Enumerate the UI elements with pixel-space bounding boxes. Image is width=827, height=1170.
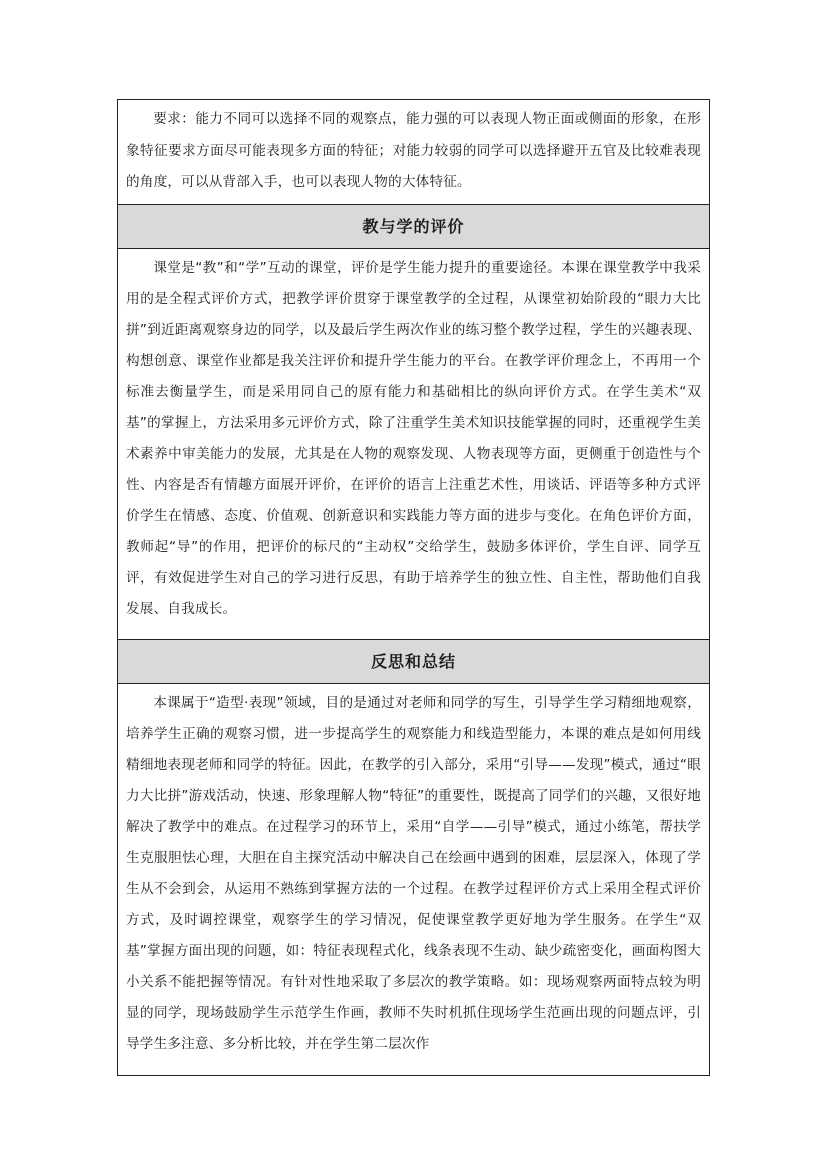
requirement-cell bbox=[118, 100, 710, 205]
evaluation-paragraph: 课堂是“教”和“学”互动的课堂，评价是学生能力提升的重要途径。本课在课堂教学中我采用的是全程式评价方式，把教学评价贯穿于课堂教学的全过程，从课堂初始阶段的“眼力大比拼”到近距离观察身边的同学，以及最后学生两次作业的练习整个教学过程，学生的兴趣表现、构想创意、课堂作业都是我关注评价和提升学生能力的平台。在教学评价理念上，不再用一个标准去衡量学生，而是采用同自己的原有能力和基础相比的纵向评价方式。在学生美术“双基”的掌握上，方法采用多元评价方式，除了注重学生美术知识技能掌握的同时，还重视学生美术素养中审美能力的发展，尤其是在人物的观察发现、人物表现等方面，更侧重于创造性与个性、内容是否有情趣方面展开评价，在评价的语言上注重艺术性，用谈话、评语等多种方式评价学生在情感、态度、价值观、创新意识和实践能力等方面的进步与变化。在角色评价方面，教师起“导”的作用，把评价的标尺的“主动权”交给学生，鼓励多体评价，学生自评、同学互评，有效促进学生对自己的学习进行反思，有助于培养学生的独立性、自主性，帮助他们自我发展、自我成长。 bbox=[126, 259, 701, 617]
lesson-plan-table bbox=[117, 99, 710, 1076]
reflection-cell bbox=[118, 683, 710, 1075]
reflection-body-row bbox=[118, 683, 710, 1075]
evaluation-heading-row bbox=[118, 204, 710, 248]
reflection-paragraph: 本课属于“造型·表现”领域，目的是通过对老师和同学的写生，引导学生学习精细地观察，培养学生正确的观察习惯，进一步提高学生的观察能力和线造型能力，本课的难点是如何用线精细地表现老师和同学的特征。因此，在教学的引入部分，采用“引导——发现”模式，通过“眼力大比拼”游戏活动，快速、形象理解人物“特征”的重要性，既提高了同学们的兴趣，又很好地解决了教学中的难点。在过程学习的环节上，采用“自学——引导”模式，通过小练笔，帮扶学生克服胆怯心理，大胆在自主探究活动中解决自己在绘画中遇到的困难，层层深入，体现了学生从不会到会，从运用不熟练到掌握方法的一个过程。在教学过程评价方式上采用全程式评价方式，及时调控课堂，观察学生的学习情况，促使课堂教学更好地为学生服务。在学生“双基”掌握方面出现的问题，如：特征表现程式化，线条表现不生动、缺少疏密变化，画面构图大小关系不能把握等情况。有针对性地采取了多层次的教学策略。如：现场观察两面特点较为明显的同学，现场鼓励学生示范学生作画，教师不失时机抓住现场学生范画出现的问题点评，引导学生多注意、多分析比较，并在学生第二层次作 bbox=[126, 694, 701, 1052]
requirement-paragraph: 要求：能力不同可以选择不同的观察点，能力强的可以表现人物正面或侧面的形象，在形象特征要求方面尽可能表现多方面的特征；对能力较弱的同学可以选择避开五官及比较难表现的角度，可以从背部入手，也可以表现人物的大体特征。 bbox=[126, 111, 701, 190]
reflection-heading: 反思和总结 bbox=[370, 651, 456, 671]
evaluation-heading-cell bbox=[118, 204, 710, 248]
reflection-heading-cell bbox=[118, 639, 710, 683]
evaluation-heading: 教与学的评价 bbox=[362, 216, 465, 236]
evaluation-body-row bbox=[118, 248, 710, 639]
evaluation-cell bbox=[118, 248, 710, 639]
reflection-heading-row bbox=[118, 639, 710, 683]
requirement-row bbox=[118, 100, 710, 205]
